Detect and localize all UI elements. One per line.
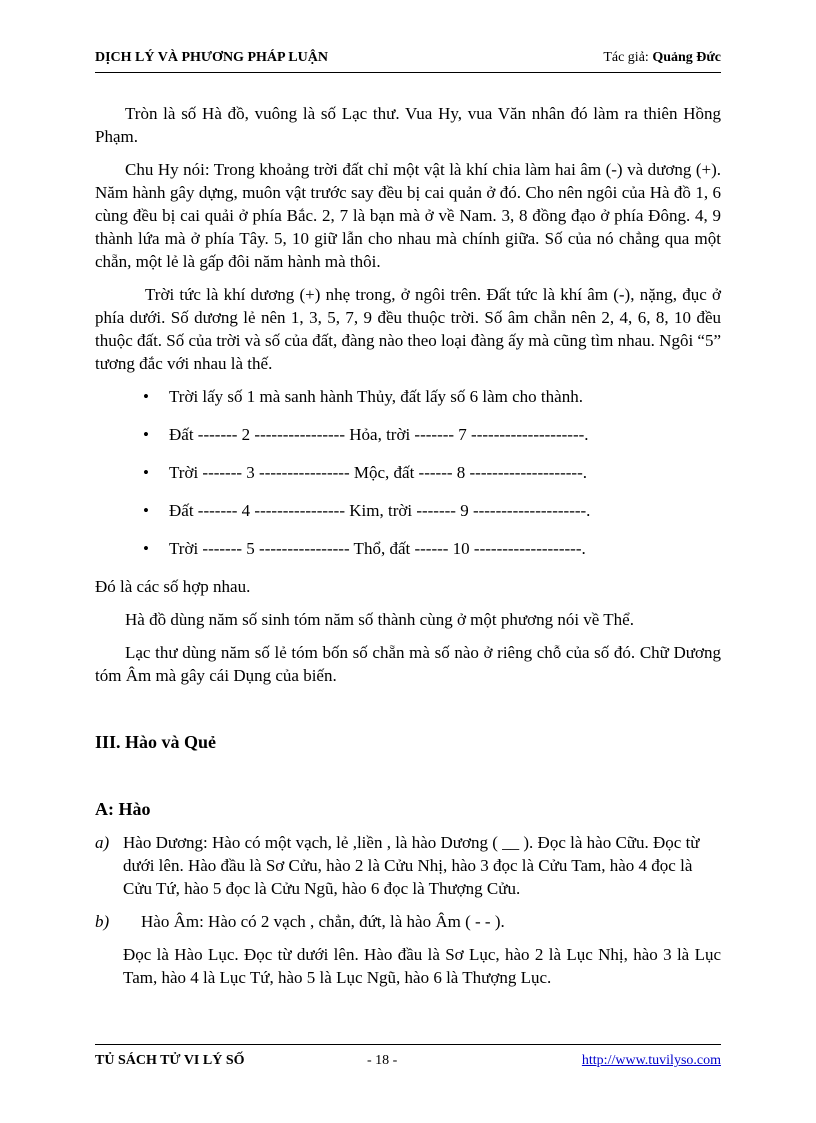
item-a-text: Hào Dương: Hào có một vạch, lẻ ,liền , là hào Dương ( __ ). Đọc là hào Cữu. Đọc từ dưới lên. Hào đầu là Sơ Cửu, hào 2 là Cửu Nhị, hào 3 đọc là Cửu Tam, hào 4 đọc là Cửu Tứ, hào 5 đọc là Cửu Ngũ, hào 6 đọc là Thượng Cửu. — [123, 833, 700, 898]
paragraph-1: Tròn là số Hà đồ, vuông là số Lạc thư. Vua Hy, vua Văn nhân đó làm ra thiên Hồng Phạm. — [95, 104, 721, 146]
item-b-detail: Đọc là Hào Lục. Đọc từ dưới lên. Hào đầu là Sơ Lục, hào 2 là Lục Nhị, hào 3 là Lục Tam, hào 4 là Lục Tứ, hào 5 là Lục Ngũ, hào 6 là Thượng Lục. — [123, 945, 721, 987]
header-title: DỊCH LÝ VÀ PHƯƠNG PHÁP LUẬN — [95, 50, 328, 65]
page-content — [95, 102, 721, 999]
item-b — [95, 910, 721, 933]
item-b-text: Hào Âm: Hào có 2 vạch , chẳn, đứt, là hào Âm ( - - ). — [141, 912, 505, 931]
subsection-heading: A: Hào — [95, 799, 151, 819]
paragraph-3: Trời tức là khí dương (+) nhẹ trong, ở ngôi trên. Đất tức là khí âm (-), nặng, đục ở phía dưới. Số dương lẻ nên 1, 3, 5, 7, 9 đều thuộc trời. Số âm chẵn nên 2, 4, 6, 8, 10 đều thuộc đất. Số của trời và số của đất, đàng nào theo loại đàng ấy mà cũng tìm nhau. Ngôi “5” tương đắc với nhau là thế. — [95, 285, 722, 373]
paragraph-4: Đó là các số hợp nhau. — [95, 577, 251, 596]
list-item: • Trời ------- 3 ---------------- Mộc, đất ------ 8 --------------------. — [143, 461, 721, 484]
list-item: • Trời ------- 5 ---------------- Thổ, đất ------ 10 -------------------. — [143, 537, 721, 560]
section-heading: III. Hào và Quẻ — [95, 732, 217, 752]
paragraph-6: Lạc thư dùng năm số lẻ tóm bốn số chẵn mà số nào ở riêng chỗ của số đó. Chữ Dương tóm Âm mà gây cái Dụng của biến. — [95, 643, 721, 685]
page-header — [95, 50, 721, 73]
page-footer — [95, 1044, 721, 1073]
list-item: • Đất ------- 2 ---------------- Hỏa, trời ------- 7 --------------------. — [143, 423, 721, 446]
number-list — [95, 385, 721, 560]
footer-link[interactable]: http://www.tuvilyso.com — [581, 1053, 721, 1068]
page-number: - 18 - — [367, 1053, 398, 1068]
item-a — [95, 831, 721, 900]
list-item: • Trời lấy số 1 mà sanh hành Thủy, đất lấy số 6 làm cho thành. — [143, 385, 721, 408]
header-author — [603, 50, 721, 66]
author-label: Tác giả: — [603, 50, 649, 65]
author-name: Quảng Đức — [652, 50, 721, 65]
footer-left: TỦ SÁCH TỬ VI LÝ SỐ — [95, 1053, 245, 1068]
paragraph-5: Hà đồ dùng năm số sinh tóm năm số thành cùng ở một phương nói về Thể. — [125, 610, 634, 629]
paragraph-2: Chu Hy nói: Trong khoảng trời đất chỉ một vật là khí chia làm hai âm (-) và dương (+). Năm hành gây dựng, muôn vật trước say đều bị cai quản ở đó. Cho nên ngôi của Hà đồ 1, 6 cùng đều bị cai quải ở phía Bắc. 2, 7 là bạn mà ở về Nam. 3, 8 đồng đạo ở phía Đông. 4, 9 thành lứa mà ở phía Tây. 5, 10 giữ lẫn cho nhau mà chính giữa. Số của nó chẳng qua một chẵn, một lẻ là gấp đôi năm hành mà thôi. — [95, 160, 721, 271]
list-item: • Đất ------- 4 ---------------- Kim, trời ------- 9 --------------------. — [143, 499, 721, 522]
item-a-marker: a) — [95, 833, 110, 852]
item-b-marker: b) — [95, 912, 110, 931]
